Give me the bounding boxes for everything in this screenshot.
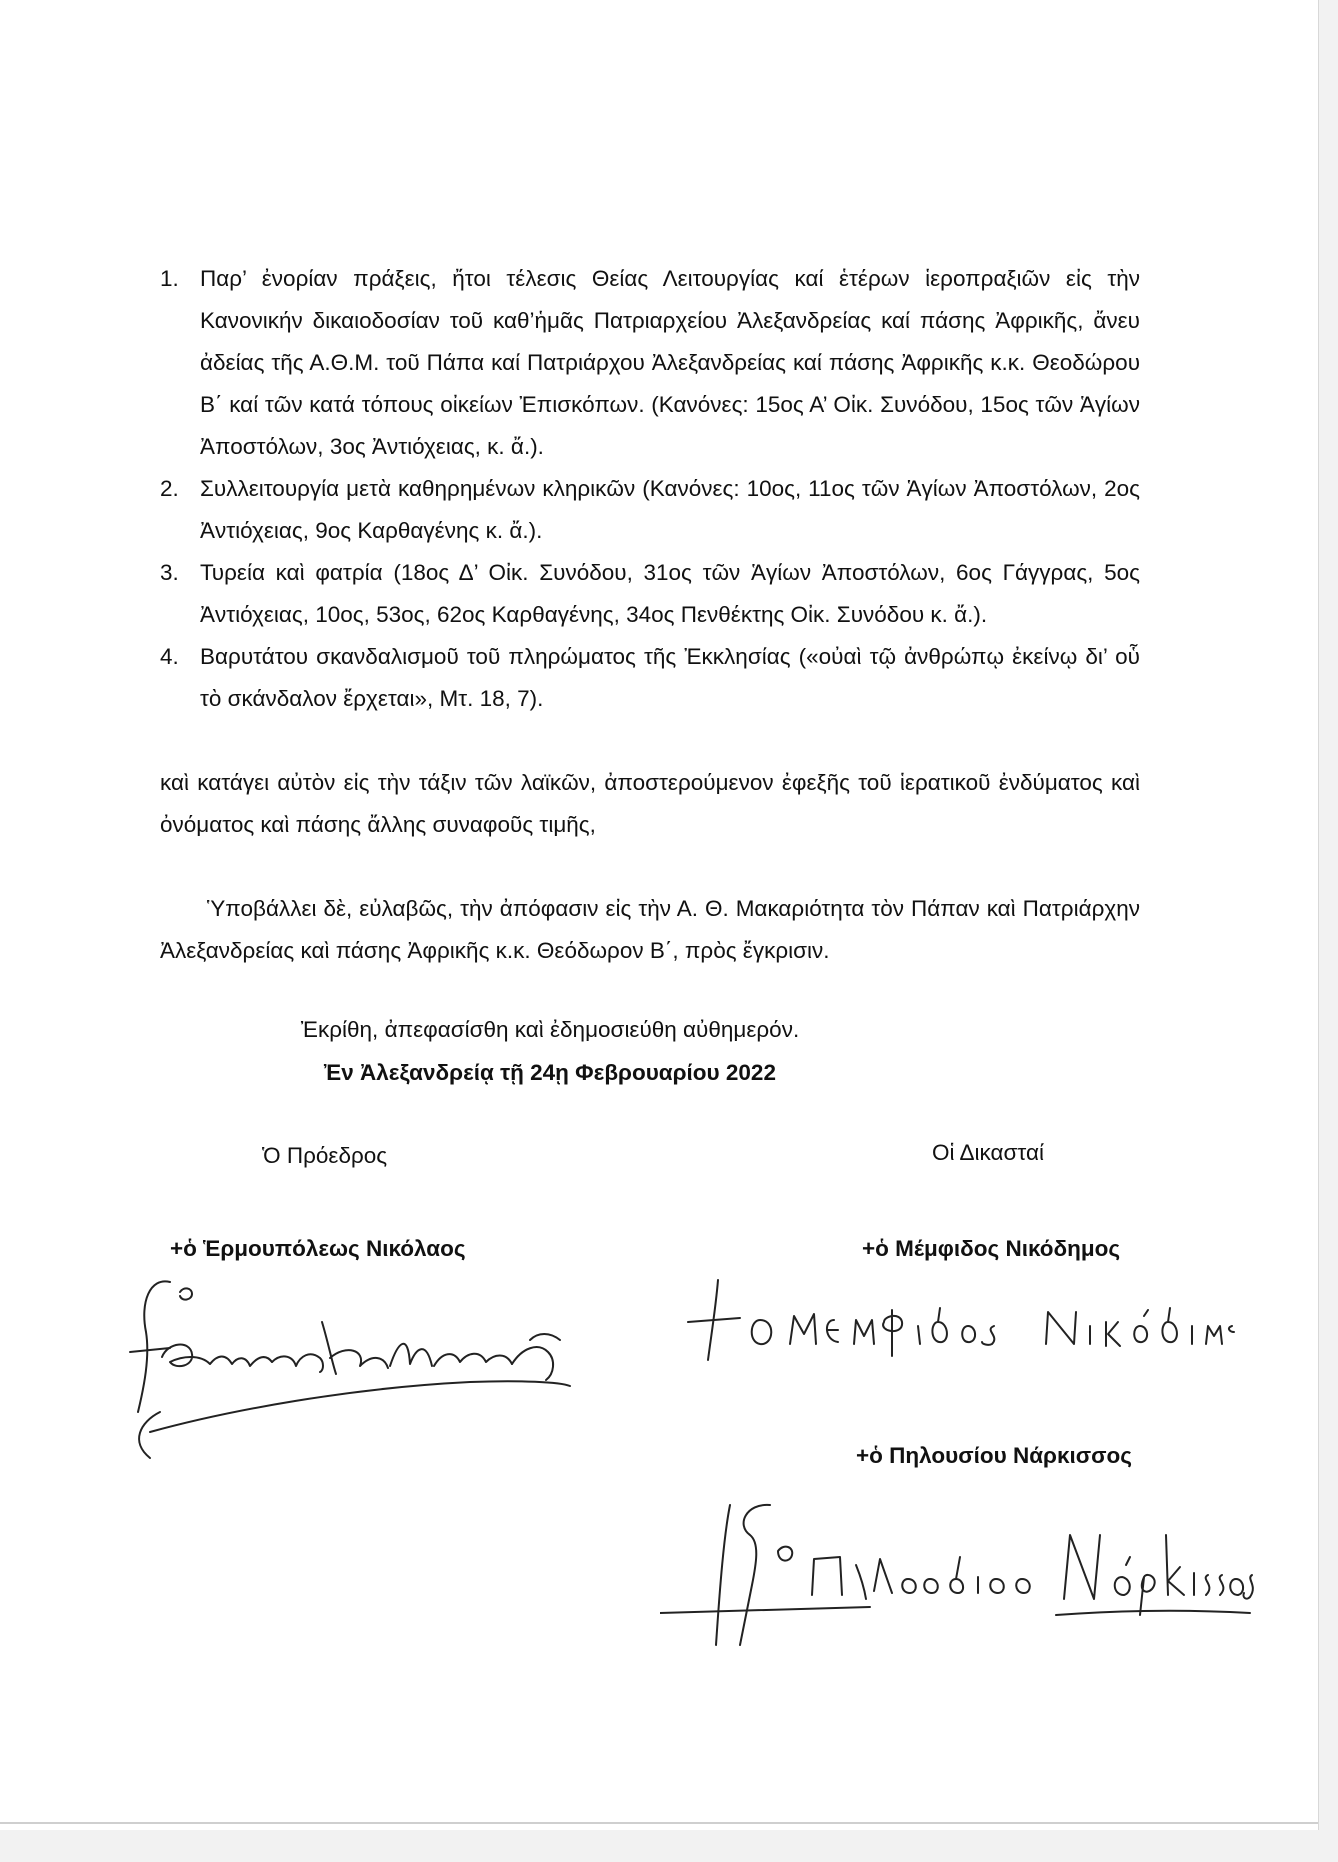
list-item-number: 4.: [160, 644, 179, 669]
signer-name-3: +ὁ Πηλουσίου Νάρκισσος: [856, 1443, 1132, 1468]
judges-label: Οἱ Δικασταί: [932, 1140, 1044, 1165]
list-item: [160, 552, 1140, 636]
deposition-paragraph: καὶ κατάγει αὐτὸν εἰς τὴν τάξιν τῶν λαϊκῶν, ἀποστερούμενον ἐφεξῆς τοῦ ἱερατικοῦ ἐνδύματος καὶ ὀνόματος καὶ πάσης ἄλλης συναφοῦς τιμῆς,: [160, 770, 1140, 837]
handwritten-signature-3: [660, 1495, 1260, 1655]
list-item-number: 1.: [160, 266, 179, 291]
list-item-text: Παρ’ ἐνορίαν πράξεις, ἤτοι τέλεσις Θείας Λειτουργίας καί ἑτέρων ἱεροπραξιῶν εἰς τὴν Κανονικήν δικαιοδοσίαν τοῦ καθ’ἡμᾶς Πατριαρχείου Ἀλεξανδρείας καί πάσης Ἀφρικῆς, ἄνευ ἀδείας τῆς Α.Θ.Μ. τοῦ Πάπα καί Πατριάρχου Ἀλεξανδρείας καί πάσης Ἀφρικῆς κ.κ. Θεοδώρου Β΄ καί τῶν κατά τόπους οἰκείων Ἐπισκόπων. (Κανόνες: 15ος Α’ Οἰκ. Συνόδου, 15ος τῶν Ἁγίων Ἀποστόλων, 3ος Ἀντιόχειας, κ. ἄ.).: [200, 266, 1140, 459]
decided-line: Ἐκρίθη, ἀπεφασίσθη καὶ ἐδημοσιεύθη αὐθημερόν.: [300, 1017, 800, 1042]
page-bottom-divider: [0, 1822, 1318, 1824]
charges-list: [160, 258, 1140, 720]
handwritten-signature-2: [678, 1260, 1238, 1380]
list-item: [160, 636, 1140, 720]
list-item-text: Βαρυτάτου σκανδαλισμοῦ τοῦ πληρώματος τῆς Ἐκκλησίας («οὐαὶ τῷ ἀνθρώπῳ ἐκείνῳ δι’ οὗ τὸ σκάνδαλον ἔρχεται», Μτ. 18, 7).: [200, 644, 1140, 711]
signer-name-2: +ὁ Μέμφιδος Νικόδημος: [862, 1236, 1121, 1261]
dateline: Ἐν Ἀλεξανδρείᾳ τῇ 24ῃ Φεβρουαρίου 2022: [324, 1060, 776, 1085]
list-item-number: 3.: [160, 560, 179, 585]
president-label: Ὁ Πρόεδρος: [262, 1143, 388, 1168]
list-item: [160, 258, 1140, 468]
list-item-number: 2.: [160, 476, 179, 501]
submission-paragraph: Ὑποβάλλει δὲ, εὐλαβῶς, τὴν ἀπόφασιν εἰς τὴν Α. Θ. Μακαριότητα τὸν Πάπαν καὶ Πατριάρχην Ἀλεξανδρείας καὶ πάσης Ἀφρικῆς κ.κ. Θεόδωρον Β΄, πρὸς ἔγκρισιν.: [160, 896, 1140, 963]
list-item: [160, 468, 1140, 552]
signer-name-1: +ὁ Ἑρμουπόλεως Νικόλαος: [170, 1236, 466, 1261]
list-item-text: Τυρεία καὶ φατρία (18ος Δ’ Οἰκ. Συνόδου, 31ος τῶν Ἁγίων Ἀποστόλων, 6ος Γάγγρας, 5ος Ἀντιόχειας, 10ος, 53ος, 62ος Καρθαγένης, 34ος Πενθέκτης Οἰκ. Συνόδου κ. ἄ.).: [200, 560, 1140, 627]
list-item-text: Συλλειτουργία μετὰ καθηρημένων κληρικῶν (Κανόνες: 10ος, 11ος τῶν Ἁγίων Ἀποστόλων, 2ος Ἀντιόχειας, 9ος Καρθαγένης κ. ἄ.).: [200, 476, 1140, 543]
handwritten-signature-1: [110, 1262, 580, 1462]
